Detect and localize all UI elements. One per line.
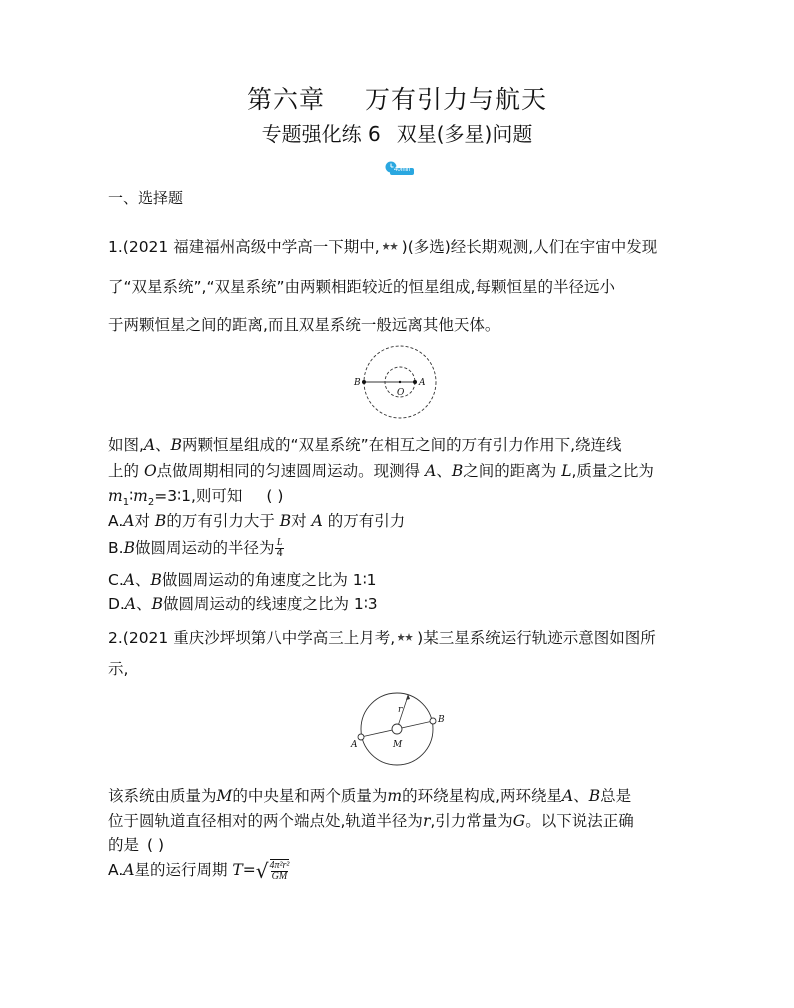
topic-number: 专题强化练 6	[261, 122, 381, 146]
time-badge-label: 40min	[394, 167, 411, 173]
answer-bracket[interactable]: ( )	[147, 836, 165, 854]
q2-desc-3: 的是 ( )	[108, 836, 165, 854]
q1-line-2: 了“双星系统”,“双星系统”由两颗相距较近的恒星组成,每颗恒星的半径远小	[108, 278, 615, 296]
topic-heading	[0, 118, 794, 147]
star-b	[362, 380, 366, 384]
q1-line-3: 于两颗恒星之间的距离,而且双星系统一般远离其他天体。	[108, 316, 501, 334]
difficulty-star-icon	[383, 241, 399, 253]
fraction-l-over-4: $\frac{L}{4}$	[276, 537, 283, 559]
chapter-number: 第六章	[246, 85, 325, 114]
section-title: 一、选择题	[108, 189, 184, 207]
chapter-heading	[0, 80, 794, 116]
difficulty-star-icon	[398, 632, 414, 644]
star-b	[430, 718, 436, 724]
q2-desc-2: 位于圆轨道直径相对的两个端点处,轨道半径为r,引力常量为G。以下说法正确	[108, 812, 634, 830]
q1-desc-3: $m_1∶m_2=3∶1$,则可知 ( )	[108, 487, 284, 509]
q1-option-c[interactable]: C.A、B做圆周运动的角速度之比为 1∶1	[108, 571, 377, 589]
center-o	[399, 381, 401, 383]
q1-option-a[interactable]: A.A对 B的万有引力大于 B对 A 的万有引力	[108, 512, 406, 530]
label-a: A	[419, 378, 426, 388]
sqrt-expression: √ $\frac{\text{4π²r²}}{GM}$	[255, 858, 290, 883]
chapter-title: 万有引力与航天	[365, 85, 548, 114]
label-m: M	[393, 740, 403, 750]
q1-line-1: 1.(2021 福建福州高级中学高一下期中, )(多选)经长期观测,人们在宇宙中发现	[108, 238, 658, 256]
q1-option-d[interactable]: D.A、B做圆周运动的线速度之比为 1∶3	[108, 595, 378, 613]
time-badge	[384, 160, 414, 176]
triple-star-figure	[346, 690, 456, 770]
q1-desc-2: 上的 O点做周期相同的匀速圆周运动。现测得 A、B之间的距离为 L,质量之比为	[108, 462, 654, 480]
star-a	[358, 734, 364, 740]
label-a: A	[351, 740, 358, 750]
topic-title: 双星(多星)问题	[396, 122, 533, 146]
label-r: r	[398, 705, 403, 715]
label-o: O	[397, 388, 405, 398]
star-a	[413, 380, 417, 384]
q1-desc-1: 如图,A、B两颗恒星组成的“双星系统”在相互之间的万有引力作用下,绕连线	[108, 436, 622, 454]
q2-line-2: 示,	[108, 660, 129, 678]
q2-desc-1: 该系统由质量为M的中央星和两个质量为m的环绕星构成,两环绕星A、B总是	[108, 787, 632, 805]
binary-star-figure	[340, 345, 446, 425]
q2-option-a[interactable]: A.A星的运行周期 T= √ $\frac{\text{4π²r²}}{GM}$	[108, 858, 290, 883]
q2-line-1: 2.(2021 重庆沙坪坝第八中学高三上月考, )某三星系统运行轨迹示意图如图所	[108, 629, 656, 647]
center-star-m	[392, 724, 402, 734]
answer-bracket[interactable]: ( )	[266, 487, 284, 505]
label-b: B	[354, 378, 361, 388]
q1-option-b[interactable]: B.B做圆周运动的半径为 $\frac{L}{4}$	[108, 537, 283, 559]
label-b: B	[438, 715, 445, 725]
